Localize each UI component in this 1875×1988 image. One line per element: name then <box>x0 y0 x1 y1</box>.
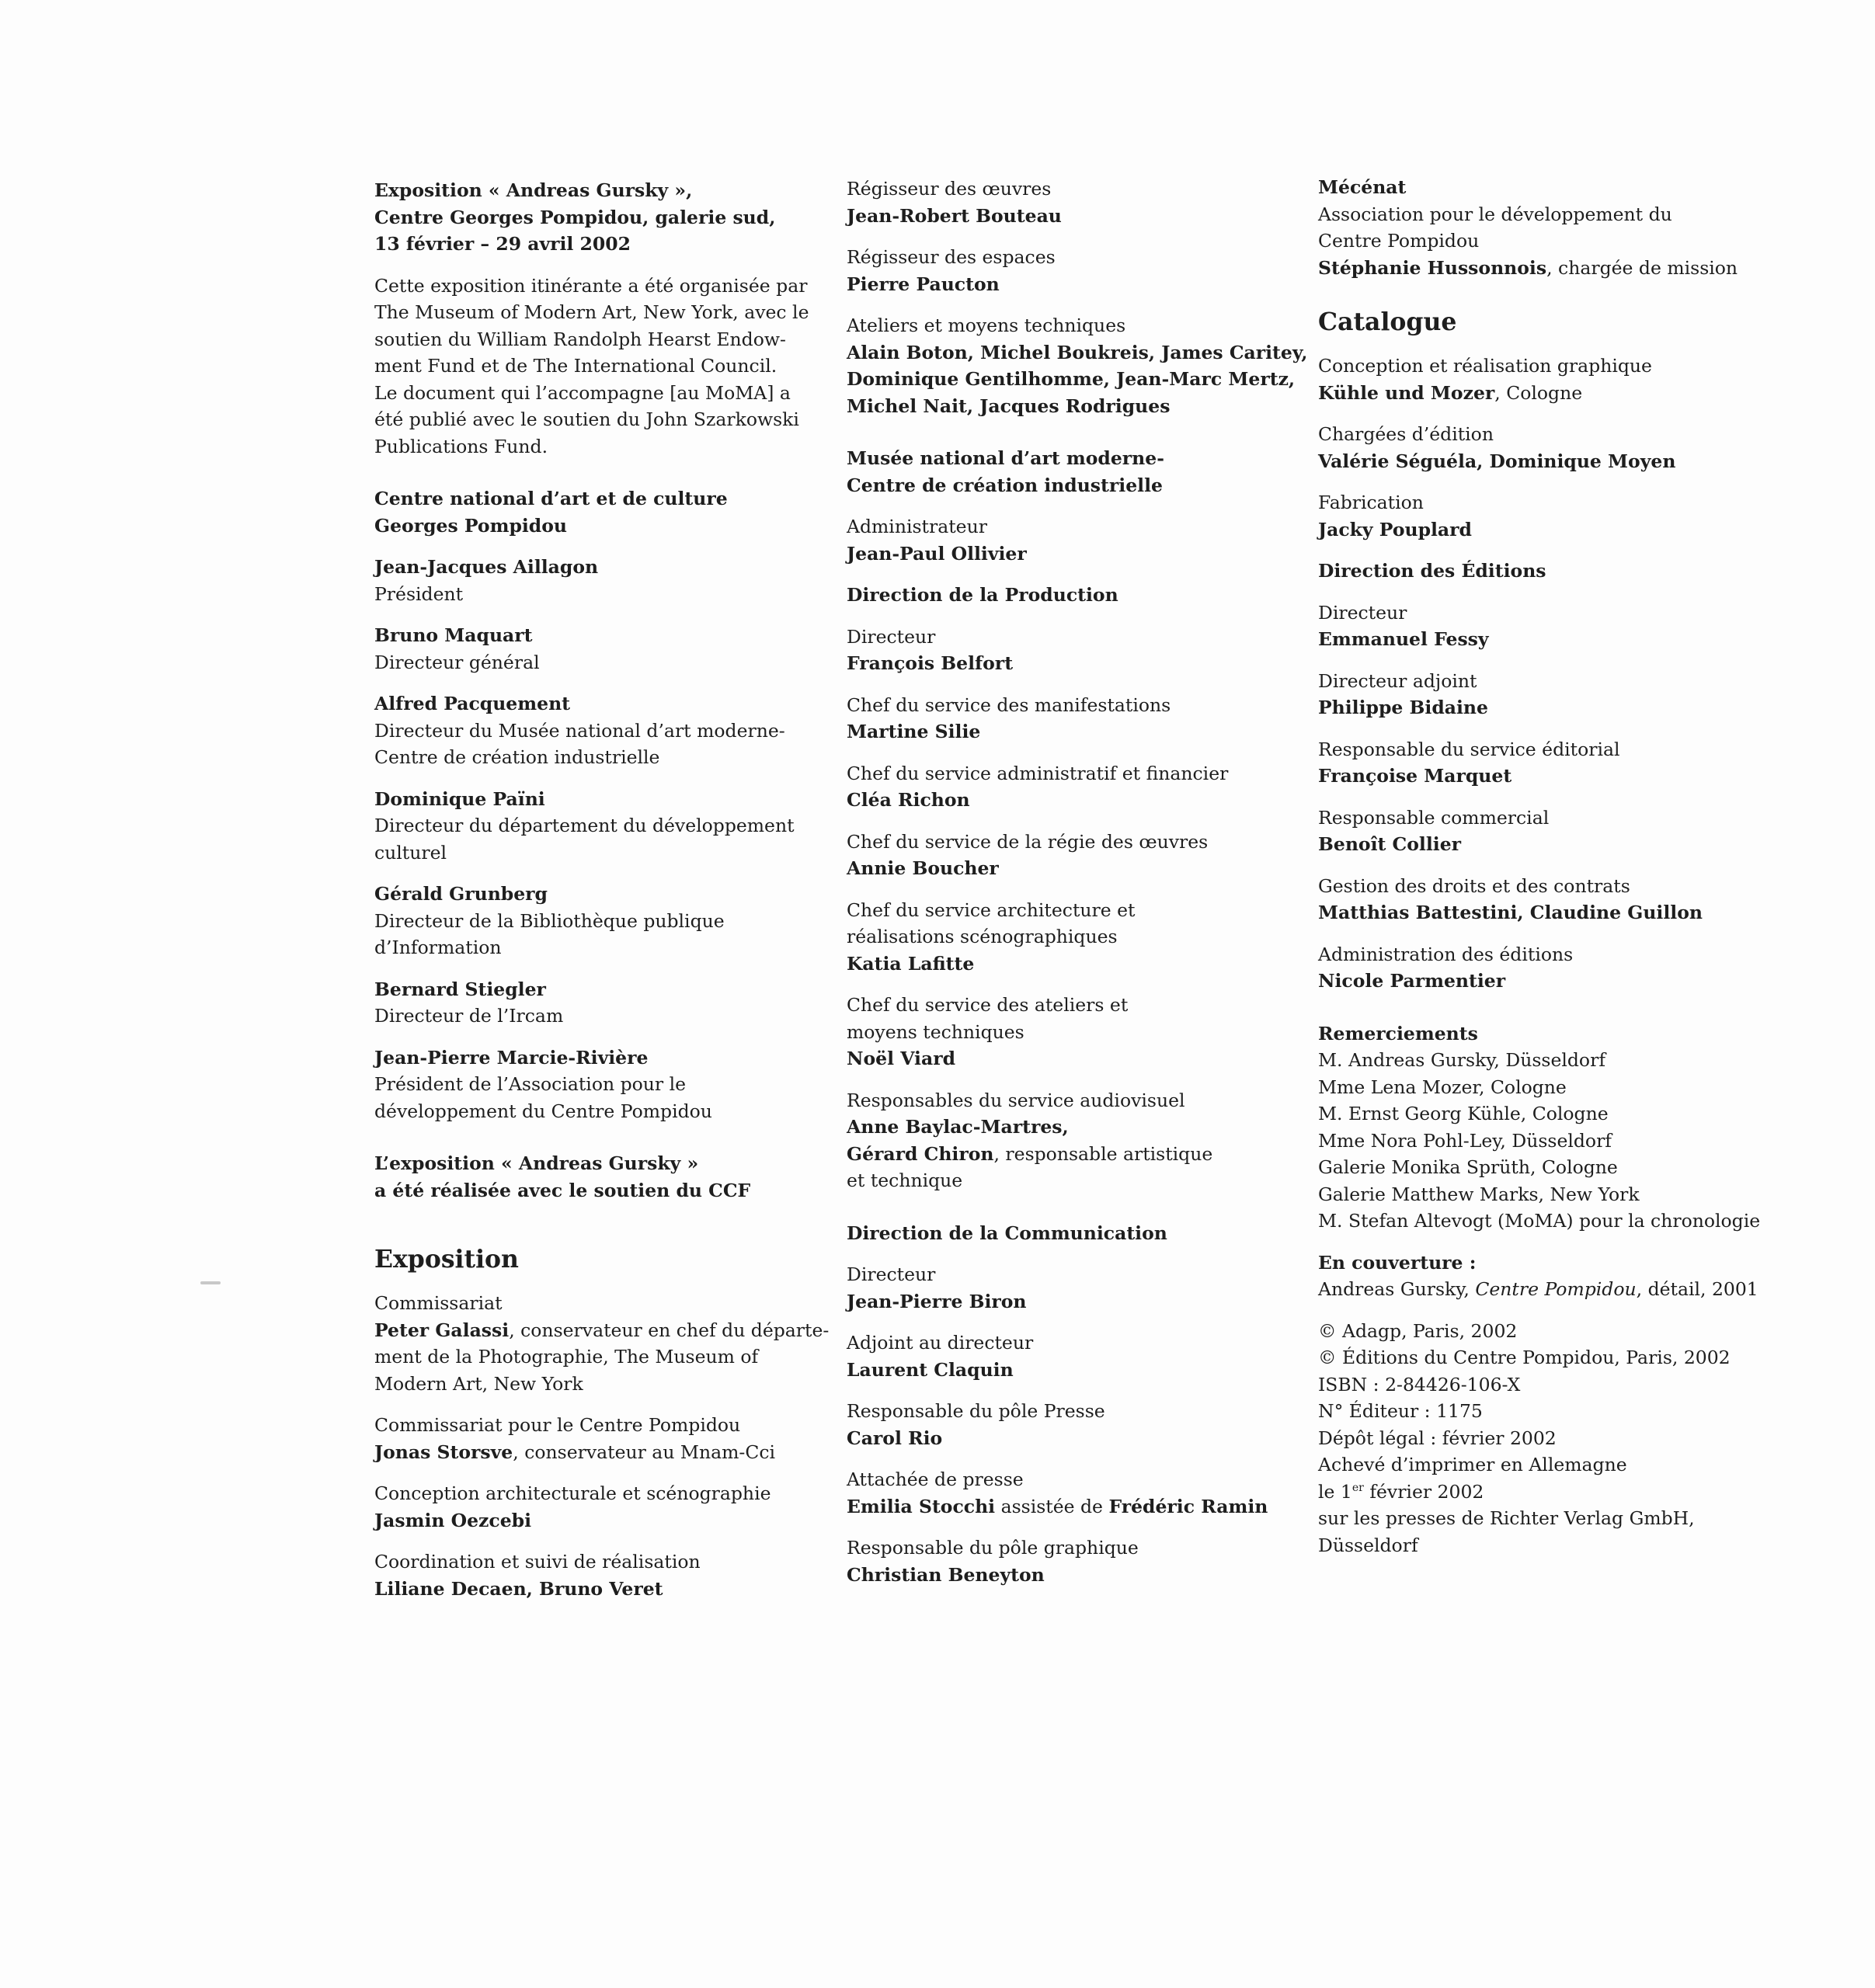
role-entry: Gestion des droits et des contrats Matthias Battestini, Claudine Guillon <box>1318 874 1703 923</box>
architecture-entry: Conception architecturale et scénographie Jasmin Oezcebi <box>374 1482 771 1531</box>
graphic-entry: Responsable du pôle graphique Christian Beneyton <box>847 1537 1139 1586</box>
role-entry: Chef du service de la régie des œuvres Annie Boucher <box>847 830 1209 879</box>
cover-credit: En couverture : Andreas Gursky, Centre Pompidou, détail, 2001 <box>1318 1251 1758 1300</box>
person-entry: Bruno Maquart Directeur général <box>374 624 540 673</box>
mecenat-entry: Mécénat Association pour le développement du Centre Pompidou Stéphanie Hussonnois, chargée de mission <box>1318 176 1738 279</box>
person-name: Stéphanie Hussonnois <box>1318 256 1547 279</box>
press-attache-entry: Attachée de presse Emilia Stocchi assistée de Frédéric Ramin <box>847 1468 1268 1517</box>
role-entry: Directeur François Belfort <box>847 625 1014 674</box>
column-middle <box>847 176 1308 1603</box>
role-entry: Responsable du service éditorial Françoise Marquet <box>1318 738 1620 787</box>
role-entry: Directeur Emmanuel Fessy <box>1318 601 1489 650</box>
role-entry: Ateliers et moyens techniques Alain Boton, Michel Boukreis, James Caritey, Dominique Gentilhomme, Jean-Marc Mertz, Michel Nait, Jacques Rodrigues <box>847 315 1308 417</box>
commissariat-entry: Commissariat Peter Galassi, conservateur en chef du départe- ment de la Photographie, The Museum of Modern Art, New York <box>374 1292 830 1395</box>
editions-heading: Direction des Éditions <box>1318 560 1546 582</box>
role-entry: Régisseur des œuvres Jean-Robert Bouteau <box>847 178 1062 227</box>
catalogue-title: Catalogue <box>1318 308 1457 336</box>
person-entry: Dominique Païni Directeur du département du développement culturel <box>374 787 795 864</box>
person-name: Gérard Chiron <box>847 1142 994 1165</box>
artwork-title: Centre Pompidou <box>1475 1278 1637 1300</box>
communication-heading: Direction de la Communication <box>847 1222 1167 1244</box>
column-left <box>374 177 833 1617</box>
role-entry: Administration des éditions Nicole Parmentier <box>1318 943 1574 992</box>
studio-name: Kühle und Mozer <box>1318 381 1495 404</box>
person-entry: Jean-Jacques Aillagon Président <box>374 556 599 605</box>
production-heading: Direction de la Production <box>847 584 1118 606</box>
curator-name: Jonas Storsve <box>374 1441 513 1463</box>
role-entry: Chef du service administratif et financier Cléa Richon <box>847 762 1229 811</box>
exhibition-intro-heading: Exposition « Andreas Gursky », Centre Georges Pompidou, galerie sud, 13 février – 29 avril 2002 <box>374 179 776 255</box>
person-name: Emilia Stocchi <box>847 1495 996 1517</box>
role-entry: Directeur Jean-Pierre Biron <box>847 1263 1027 1312</box>
person-entry: Alfred Pacquement Directeur du Musée national d’art moderne- Centre de création industrielle <box>374 693 785 768</box>
person-name: Frédéric Ramin <box>1108 1495 1268 1517</box>
exposition-title: Exposition <box>374 1245 519 1274</box>
sponsor-note: L’exposition « Andreas Gursky » a été réalisée avec le soutien du CCF <box>374 1152 751 1201</box>
role-entry: Adjoint au directeur Laurent Claquin <box>847 1332 1034 1381</box>
cnac-heading: Centre national d’art et de culture Georges Pompidou <box>374 488 728 537</box>
person-entry: Bernard Stiegler Directeur de l’Ircam <box>374 978 564 1027</box>
acknowledgements: Remerciements M. Andreas Gursky, Düsseldorf Mme Lena Mozer, Cologne M. Ernst Georg Kühle, Cologne Mme Nora Pohl-Ley, Düsseldorf Galerie Monika Sprüth, Cologne Galerie Matthew Marks, New York M. Stefan Altevogt (MoMA) pour la chronologie <box>1318 1022 1761 1232</box>
role-entry: Directeur adjoint Philippe Bidaine <box>1318 669 1488 718</box>
exhibition-intro-text: Cette exposition itinérante a été organisée par The Museum of Modern Art, New York, avec le soutien du William Randolph Hearst Endow- ment Fund et de The International Council. Le document qui l’accompagne [au MoMA] a été publié avec le soutien du John Szarkowski Publications Fund. <box>374 274 809 457</box>
design-entry: Conception et réalisation graphique Kühle und Mozer, Cologne <box>1318 355 1652 404</box>
audiovisual-entry: Responsables du service audiovisuel Anne Baylac-Martres, Gérard Chiron, responsable artistique et technique <box>847 1089 1213 1191</box>
column-right <box>1318 174 1815 1573</box>
coordination-entry: Coordination et suivi de réalisation Liliane Decaen, Bruno Veret <box>374 1551 701 1600</box>
role-entry: Responsable du pôle Presse Carol Rio <box>847 1400 1105 1449</box>
role-entry: Responsable commercial Benoît Collier <box>1318 806 1550 855</box>
person-entry: Jean-Pierre Marcie-Rivière Président de l’Association pour le développement du Centre Pompidou <box>374 1046 712 1122</box>
legal-notice: © Adagp, Paris, 2002 © Éditions du Centre Pompidou, Paris, 2002 ISBN : 2-84426-106-X N° Éditeur : 1175 Dépôt légal : février 2002 Achevé d’imprimer en Allemagne le 1er février 2002 sur les presses de Richter Verlag GmbH, Düsseldorf <box>1318 1319 1731 1556</box>
commissariat-cp-entry: Commissariat pour le Centre Pompidou Jonas Storsve, conservateur au Mnam-Cci <box>374 1414 776 1463</box>
person-entry: Gérald Grunberg Directeur de la Bibliothèque publique d’Information <box>374 883 725 958</box>
role-entry: Chef du service des manifestations Martine Silie <box>847 693 1171 742</box>
mnam-heading: Musée national d’art moderne- Centre de création industrielle <box>847 447 1164 496</box>
role-entry: Administrateur Jean-Paul Ollivier <box>847 516 1027 565</box>
scan-mark <box>200 1281 221 1284</box>
role-entry: Chef du service des ateliers et moyens techniques Noël Viard <box>847 994 1129 1069</box>
role-entry: Fabrication Jacky Pouplard <box>1318 492 1472 540</box>
role-entry: Chargées d’édition Valérie Séguéla, Dominique Moyen <box>1318 423 1676 472</box>
curator-name: Peter Galassi <box>374 1319 510 1341</box>
role-entry: Régisseur des espaces Pierre Paucton <box>847 246 1056 295</box>
role-entry: Chef du service architecture et réalisations scénographiques Katia Lafitte <box>847 898 1136 975</box>
